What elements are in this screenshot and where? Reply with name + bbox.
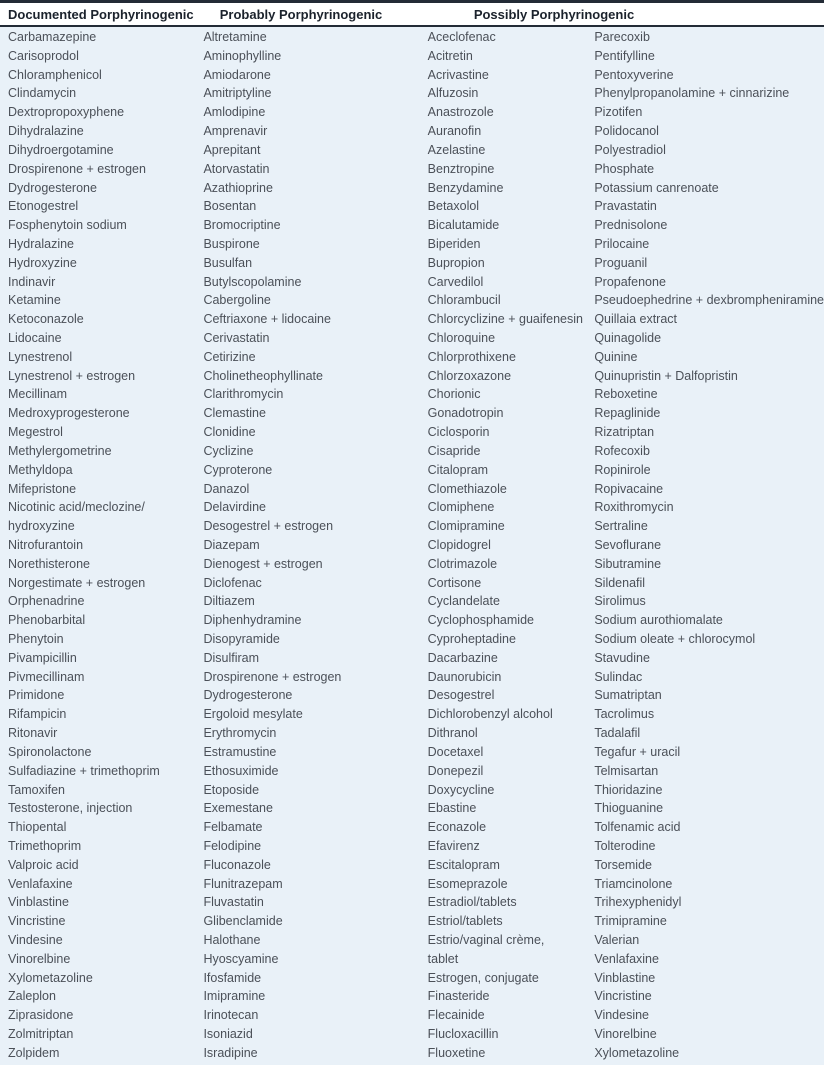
drug-name: Acitretin [427,48,473,63]
drug-name: Fluvastatin [203,895,264,910]
drug-name: Quinine [594,349,638,364]
drug-name: Daunorubicin [427,669,502,684]
drug-name: Atorvastatin [203,161,270,176]
drug-name: Cyclizine [203,443,254,458]
drug-name: Halothane [203,933,261,947]
drug-name: Torsemide [594,857,652,872]
drug-name: Polyestradiol [594,142,666,157]
drug-name: Ketamine [8,293,61,308]
drug-name: Dextropropoxyphene [8,105,125,120]
drug-name: Primidone [8,688,65,703]
drug-name: Diazepam [203,537,260,552]
drug-name: Imipramine [203,989,266,1004]
drug-name: Phosphate [594,161,655,176]
drug-name: Clemastine [203,406,266,421]
drug-name: Erythromycin [203,726,277,741]
drug-name: Aminophylline [203,48,282,63]
drug-name: Dienogest + estrogen [203,556,323,571]
drug-name: Dydrogesterone [8,180,97,195]
drug-name: Lynestrenol + estrogen [8,368,136,383]
drug-name: Quillaia extract [594,312,678,327]
drug-name: Pravastatin [594,199,657,214]
drug-name: Tacrolimus [594,707,655,722]
drug-name: Valerian [594,933,640,947]
drug-name: Fluconazole [203,857,271,872]
drug-name: Chlorzoxazone [427,368,512,383]
drug-name: Xylometazoline [594,1045,680,1060]
drug-name: Cholinetheophyllinate [203,368,323,383]
drug-name: Zolpidem [8,1045,60,1060]
drug-name: Dydrogesterone [203,688,293,703]
drug-name: Chloroquine [427,331,496,345]
drug-name: Escitalopram [427,857,500,872]
drug-name: Estrio/vaginal crème, [427,933,545,947]
drug-name: Hyoscyamine [203,951,279,966]
drug-name: Vindesine [8,933,63,947]
drug-name: Amiodarone [203,67,271,82]
drug-name: Clomiphene [427,500,495,515]
drug-name: Flucloxacillin [427,1027,499,1042]
drug-name: Thiopental [8,820,67,835]
drug-name: Zolmitriptan [8,1027,74,1042]
drug-name: Betaxolol [427,199,480,214]
drug-name: Flecainide [427,1008,485,1023]
drug-name: Diphenhydramine [203,613,302,628]
drug-name: Docetaxel [427,744,484,759]
drug-name: Venlafaxine [8,876,73,891]
drug-name: Cyproterone [203,462,273,477]
drug-name: Chorionic [427,387,481,402]
drug-name: Benzydamine [427,180,504,195]
drug-name: Roxithromycin [594,500,674,515]
drug-name: Sumatriptan [594,688,662,703]
drug-name: Etoposide [203,782,260,797]
drug-name: Aceclofenac [427,30,496,44]
drug-name: Drospirenone + estrogen [8,161,146,176]
drug-name: Busulfan [203,255,253,270]
drug-name: Cyproheptadine [427,632,516,646]
drug-name: Carisoprodol [8,48,79,63]
drug-name: Prednisolone [594,218,668,233]
drug-name: Felodipine [203,838,262,853]
column-header-documented-porphyrinogenic: Documented Porphyrinogenic [8,6,194,22]
drug-name: Amprenavir [203,124,268,139]
drug-name: Ceftriaxone + lidocaine [203,312,331,327]
drug-name: hydroxyzine [8,519,75,534]
drug-name: Desogestrel + estrogen [203,519,334,534]
drug-name: Donepezil [427,763,484,778]
drug-name: Gonadotropin [427,406,504,421]
drug-name: Vinblastine [8,895,69,910]
drug-name: Vincristine [8,914,66,929]
drug-name: Clopidogrel [427,537,491,552]
drug-name: Methylergometrine [8,443,112,458]
drug-name: Acrivastine [427,67,489,82]
drug-name: Testosterone, injection [8,801,133,816]
drug-name: Bupropion [427,255,485,270]
drug-name: Dihydralazine [8,124,84,139]
drug-name: Mecillinam [8,387,68,402]
drug-name: Cyclandelate [427,594,500,609]
drug-name: Tadalafil [594,726,641,741]
drug-name: Azathioprine [203,180,273,195]
drug-name: Triamcinolone [594,876,673,891]
drug-name: Phenylpropanolamine + cinnarizine [594,86,790,101]
drug-name: Estriol/tablets [427,914,503,929]
drug-name: Venlafaxine [594,951,659,966]
drug-name: Exemestane [203,801,273,816]
drug-name: Trimethoprim [8,838,82,853]
drug-name: Isoniazid [203,1027,253,1042]
drug-name: Thioguanine [594,801,664,816]
drug-name: Pseudoephedrine + dexbrompheniramine [594,293,824,308]
drug-name: Cortisone [427,575,482,590]
drug-name: Ciclosporin [427,425,490,440]
drug-name: Sodium oleate + chlorocymol [594,632,756,646]
drug-name: Indinavir [8,274,56,289]
drug-name: Methyldopa [8,462,73,477]
column-possibly-drugs-right [594,28,824,1063]
drug-name: Valproic acid [8,857,79,872]
drug-name: Ifosfamide [203,970,262,985]
drug-name: Trimipramine [594,914,667,929]
drug-name: Pentoxyverine [594,67,674,82]
drug-name: Xylometazoline [8,970,93,985]
drug-name: Trihexyphenidyl [594,895,682,910]
drug-name: Nicotinic acid/meclozine/ [8,500,145,515]
drug-name: Isradipine [203,1045,258,1060]
column-header-probably-porphyrinogenic: Probably Porphyrinogenic [219,6,383,22]
drug-name: Cabergoline [203,293,271,308]
drug-name: Clindamycin [8,86,77,101]
drug-name: Sevoflurane [594,537,662,552]
drug-name: Lidocaine [8,331,62,345]
drug-name: Reboxetine [594,387,658,402]
drug-name: Hydralazine [8,236,75,251]
drug-name: Fosphenytoin sodium [8,218,127,233]
drug-name: Altretamine [203,30,267,44]
drug-name: Anastrozole [427,105,494,120]
drug-name: Sertraline [594,519,648,534]
drug-name: Vincristine [594,989,652,1004]
drug-name: Rifampicin [8,707,67,722]
drug-name: Vinorelbine [594,1027,657,1042]
drug-name: Pivampicillin [8,650,77,665]
drug-name: Thioridazine [594,782,663,797]
drug-name: Danazol [203,481,250,496]
drug-name: Flunitrazepam [203,876,283,891]
drug-name: Dichlorobenzyl alcohol [427,707,553,722]
drug-name: Amitriptyline [203,86,272,101]
drug-name: Proguanil [594,255,648,270]
table-body [0,27,824,1065]
drug-name: Ropinirole [594,462,651,477]
drug-name: Pentifylline [594,48,655,63]
drug-name: Lynestrenol [8,349,73,364]
drug-name: Pivmecillinam [8,669,85,684]
drug-name: Parecoxib [594,30,650,44]
drug-name: Estrogen, conjugate [427,970,539,985]
drug-name: Sodium aurothiomalate [594,613,723,628]
drug-name: Sulindac [594,669,643,684]
drug-name: Clonidine [203,425,256,440]
drug-name: Rizatriptan [594,425,655,440]
drug-name: Clotrimazole [427,556,498,571]
drug-name: Zaleplon [8,989,56,1004]
drug-name: Ketoconazole [8,312,84,327]
drug-name: Tegafur + uracil [594,744,681,759]
drug-name: Fluoxetine [427,1045,486,1060]
drug-name: Dithranol [427,726,478,741]
drug-name: Quinagolide [594,331,662,345]
drug-name: Dacarbazine [427,650,498,665]
drug-name: Cerivastatin [203,331,270,345]
drug-name: Mifepristone [8,481,77,496]
drug-name: Ropivacaine [594,481,664,496]
drug-name: Sildenafil [594,575,646,590]
drug-name: Drospirenone + estrogen [203,669,342,684]
drug-name: Pizotifen [594,105,643,120]
drug-name: Cetirizine [203,349,256,364]
drug-name: Irinotecan [203,1008,259,1023]
drug-name: Repaglinide [594,406,661,421]
drug-name: Disulfiram [203,650,259,665]
column-header-possibly-porphyrinogenic: Possibly Porphyrinogenic [473,6,635,22]
drug-name: Dihydroergotamine [8,142,114,157]
drug-name: Sirolimus [594,594,646,609]
drug-name: Medroxyprogesterone [8,406,130,421]
drug-name: Amlodipine [203,105,266,120]
drug-name: Stavudine [594,650,650,665]
drug-name: Auranofin [427,124,482,139]
column-possibly-drugs-left [428,28,595,1063]
drug-name: Tolfenamic acid [594,820,681,835]
drug-name: Finasteride [427,989,490,1004]
drug-name: Azelastine [427,142,486,157]
drug-name: Ritonavir [8,726,58,741]
drug-name: Felbamate [203,820,263,835]
drug-name: Econazole [427,820,487,835]
drug-name: Ethosuximide [203,763,279,778]
drug-name: Potassium canrenoate [594,180,719,195]
column-probably-drugs [203,28,427,1063]
drug-name: Estramustine [203,744,277,759]
drug-name: Prilocaine [594,236,650,251]
drug-name: Norethisterone [8,556,90,571]
drug-name: Clomethiazole [427,481,507,496]
drug-name: Polidocanol [594,124,659,139]
drug-name: Desogestrel [427,688,495,703]
drug-name: Vinorelbine [8,951,71,966]
drug-name: Efavirenz [427,838,480,853]
drug-name: Sibutramine [594,556,662,571]
drug-name: Chloramphenicol [8,67,102,82]
drug-name: Carvedilol [427,274,484,289]
drug-name: Sulfadiazine + trimethoprim [8,763,160,778]
drug-name: Vinblastine [594,970,656,985]
drug-name: Buspirone [203,236,260,251]
drug-name: Spironolactone [8,744,92,759]
drug-name: Norgestimate + estrogen [8,575,146,590]
drug-name: Bosentan [203,199,257,214]
drug-name: Doxycycline [427,782,495,797]
drug-name: Citalopram [427,462,489,477]
drug-name: Telmisartan [594,763,659,778]
drug-name: Vindesine [594,1008,650,1023]
drug-name: Carbamazepine [8,30,97,44]
drug-name: Aprepitant [203,142,261,157]
drug-name: tablet [427,951,459,966]
drug-name: Tolterodine [594,838,656,853]
drug-name: Phenytoin [8,632,64,646]
drug-name: Diltiazem [203,594,255,609]
drug-name: Clarithromycin [203,387,284,402]
drug-name: Chlorcyclizine + guaifenesin [427,312,583,327]
drug-name: Quinupristin + Dalfopristin [594,368,738,383]
drug-name: Biperiden [427,236,481,251]
drug-name: Hydroxyzine [8,255,77,270]
drug-name: Benztropine [427,161,495,176]
drug-name: Clomipramine [427,519,505,534]
drug-name: Alfuzosin [427,86,479,101]
drug-name: Bicalutamide [427,218,500,233]
drug-name: Delavirdine [203,500,266,515]
drug-name: Bromocriptine [203,218,281,233]
drug-name: Propafenone [594,274,666,289]
drug-name: Ebastine [427,801,477,816]
drug-name: Glibenclamide [203,914,283,929]
drug-name: Butylscopolamine [203,274,302,289]
drug-name: Nitrofurantoin [8,537,84,552]
drug-name: Estradiol/tablets [427,895,517,910]
drug-name: Chlorambucil [427,293,501,308]
column-documented-drugs [0,28,203,1063]
drug-name: Chlorprothixene [427,349,516,364]
drug-name: Phenobarbital [8,613,86,628]
drug-name: Ergoloid mesylate [203,707,303,722]
drug-name: Diclofenac [203,575,262,590]
drug-name: Ziprasidone [8,1008,74,1023]
drug-name: Rofecoxib [594,443,650,458]
table-header-row [0,0,824,27]
drug-name: Esomeprazole [427,876,508,891]
drug-name: Etonogestrel [8,199,79,214]
drug-name: Disopyramide [203,632,280,646]
drug-name: Tamoxifen [8,782,65,797]
drug-name: Orphenadrine [8,594,85,609]
drug-name: Megestrol [8,425,63,440]
drug-name: Cisapride [427,443,481,458]
drug-name: Cyclophosphamide [427,613,534,628]
